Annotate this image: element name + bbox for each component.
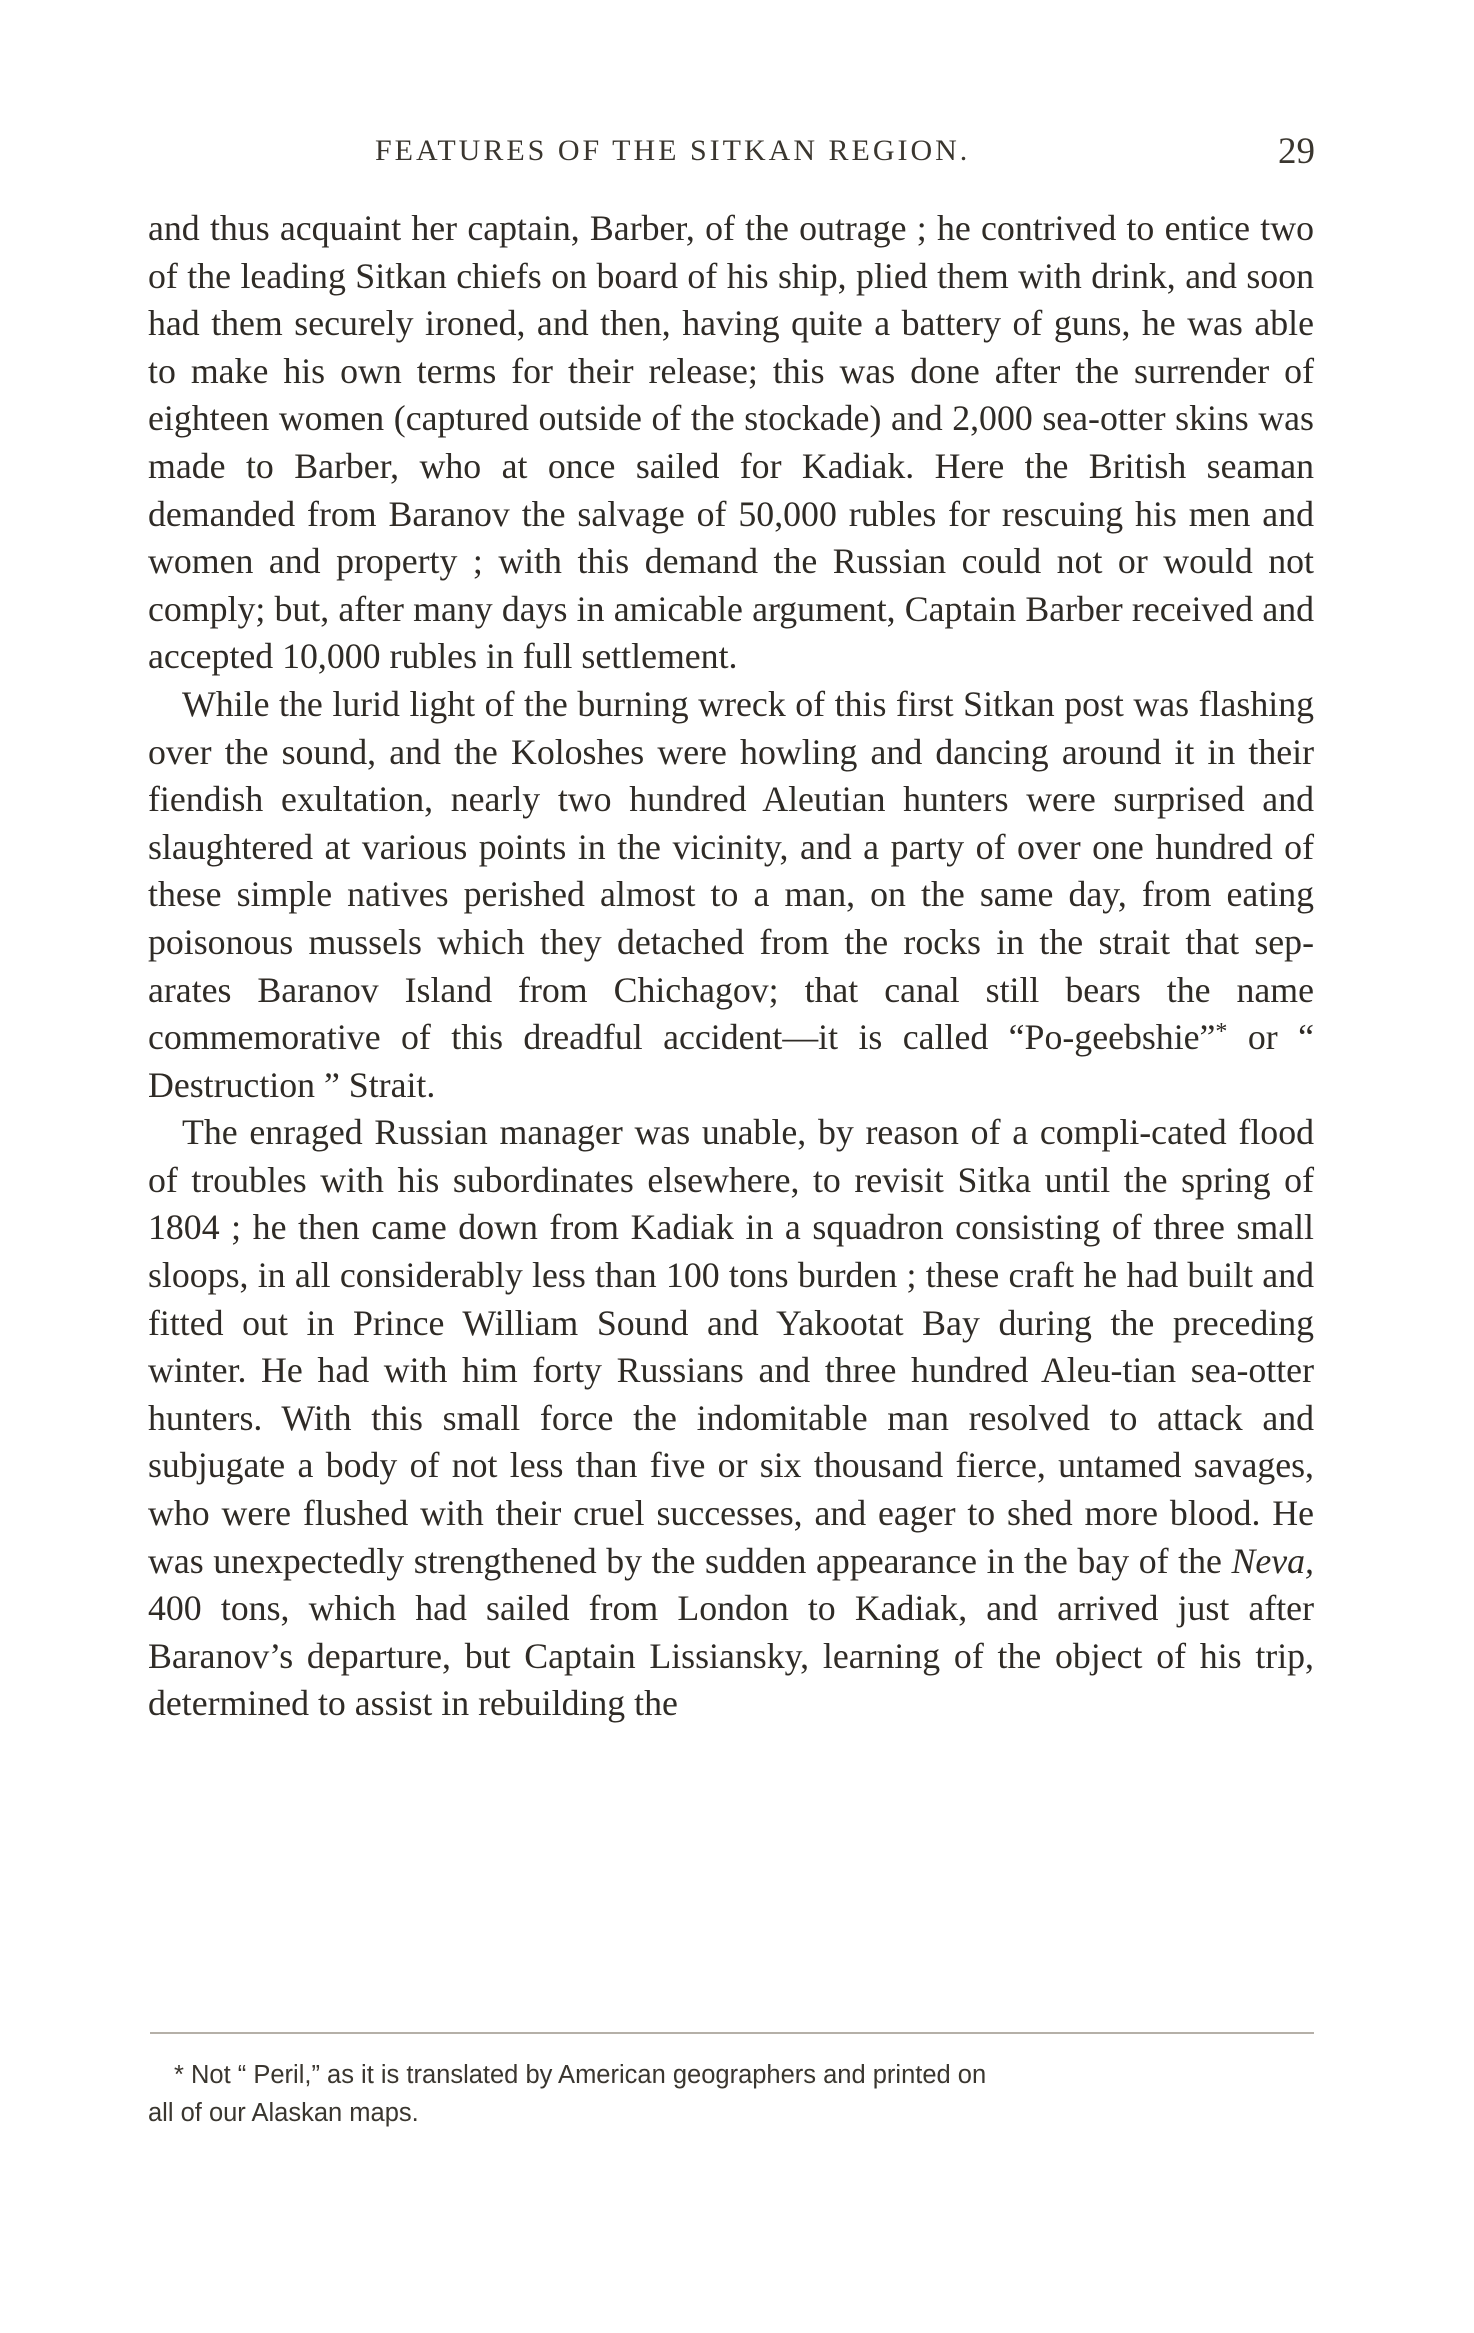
paragraph-1: and thus acquaint her captain, Barber, of the outrage ; he contrived to entice two of the leading Sitkan chiefs on board of his ship, plied them with drink, and soon had them securely ironed, and then, having quite a battery of guns, he was able to make his own terms for their release; this was done after the surrender of eighteen women (captured outside of the stockade) and 2,000 sea-otter skins was made to Barber, who at once sailed for Kadiak. Here the British seaman demanded from Baranov the salvage of 50,000 rubles for rescuing his men and women and property ; with this demand the Russian could not or would not comply; but, after many days in amicable argument, Captain Barber received and accepted 10,000 rubles in full settlement. xyxy=(148,208,1314,677)
running-title: FEATURES OF THE SITKAN REGION. xyxy=(375,134,971,167)
body-text xyxy=(148,205,1314,1728)
paragraph-3-tail: 400 tons, which had sailed from London to Kadiak, and arrived just after Baranov’s departure, but Captain Lissiansky, learning of the object of his trip, determined to assist in rebuilding the xyxy=(148,1588,1314,1724)
footnote-line-1: * Not “ Peril,” as it is translated by American geographers and printed on xyxy=(174,2061,987,2089)
ship-name-neva: Neva, xyxy=(1231,1540,1314,1581)
paragraph-2-tail: or “ Destruction ” Strait. xyxy=(148,1017,1314,1105)
page-number: 29 xyxy=(1278,131,1315,172)
footnote-divider xyxy=(150,2032,1314,2034)
footnote xyxy=(148,2056,1314,2132)
paragraph-3 xyxy=(148,1109,1314,1728)
page-header xyxy=(375,130,1315,180)
paragraph-3-text: The enraged Russian manager was unable, by reason of a compli-cated flood of troubles with his subordinates elsewhere, to revisit Sitka until the spring of 1804 ; he then came down from Kadiak in a squadron consisting of three small sloops, in all considerably less than 100 tons burden ; these craft he had built and fitted out in Prince William Sound and Yakootat Bay during the preceding winter. He had with him forty Russians and three hundred Aleu-tian sea-otter hunters. With this small force the indomitable man resolved to attack and subjugate a body of not less than five or six thousand fierce, untamed savages, who were flushed with their cruel successes, and eager to shed more blood. He was unexpectedly strengthened by the sudden appearance in the bay of the xyxy=(148,1112,1314,1581)
paragraph-2-text: While the lurid light of the burning wreck of this first Sitkan post was flashing over the sound, and the Koloshes were howling and dancing around it in their fiendish exultation, nearly two hundred Aleutian hunters were surprised and slaughtered at various points in the vicinity, and a party of over one hundred of these simple natives perished almost to a man, on the same day, from eating poisonous mussels which they detached from the rocks in the strait that sep-arates Baranov Island from Chichagov; that canal still bears the name commemorative of this dreadful accident—it is called “Po-geebshie” xyxy=(148,683,1314,1058)
paragraph-2 xyxy=(148,681,1314,1109)
footnote-marker: * xyxy=(1215,1019,1228,1046)
footnote-line-2: all of our Alaskan maps. xyxy=(148,2099,419,2127)
